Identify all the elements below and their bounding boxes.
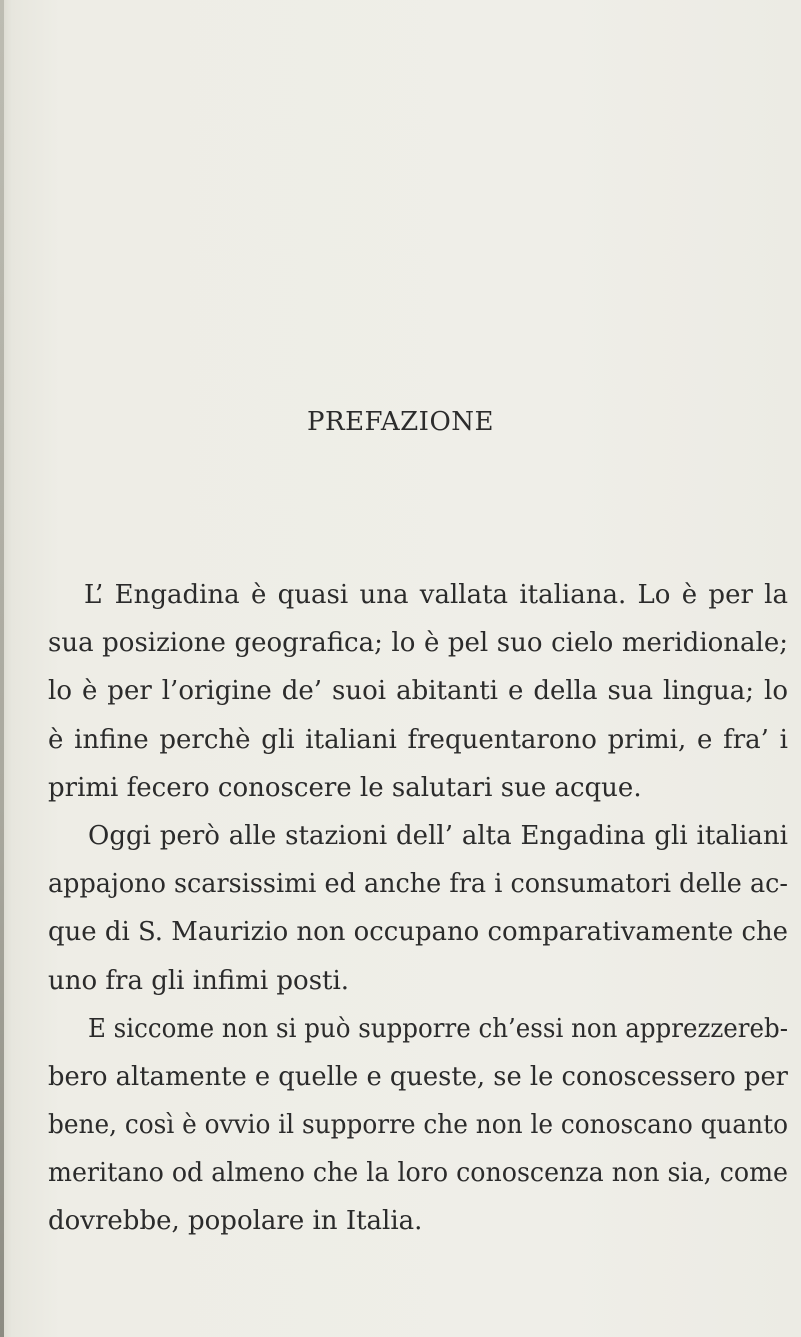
body-text xyxy=(48,571,788,1246)
page-edge-shadow xyxy=(0,0,4,1337)
text-line: è infine perchè gli italiani frequentarono primi, e fra’ i xyxy=(48,724,788,755)
text-line: dovrebbe, popolare in Italia. xyxy=(48,1206,423,1237)
text-line: uno fra gli infimi posti. xyxy=(48,965,350,996)
page-title: PREFAZIONE xyxy=(307,407,494,437)
text-line: bene, così è ovvio il supporre che non le conoscano quanto xyxy=(48,1110,788,1141)
text-line: primi fecero conoscere le salutari sue acque. xyxy=(48,772,642,803)
text-line: lo è per l’origine de’ suoi abitanti e della sua lingua; lo xyxy=(48,676,788,707)
text-line: bero altamente e quelle e queste, se le conoscessero per xyxy=(48,1061,788,1092)
text-line: meritano od almeno che la loro conoscenza non sia, come xyxy=(48,1158,788,1189)
text-line: appajono scarsissimi ed anche fra i consumatori delle ac- xyxy=(48,869,788,900)
text-line: sua posizione geografica; lo è pel suo cielo meridionale; xyxy=(48,628,788,659)
text-line: E siccome non si può supporre ch’essi non apprezzereb- xyxy=(88,1013,788,1044)
text-line: L’ Engadina è quasi una vallata italiana. Lo è per la xyxy=(84,580,788,610)
text-line: que di S. Maurizio non occupano comparativamente che xyxy=(48,917,788,948)
text-line: Oggi però alle stazioni dell’ alta Engadina gli italiani xyxy=(88,820,788,851)
